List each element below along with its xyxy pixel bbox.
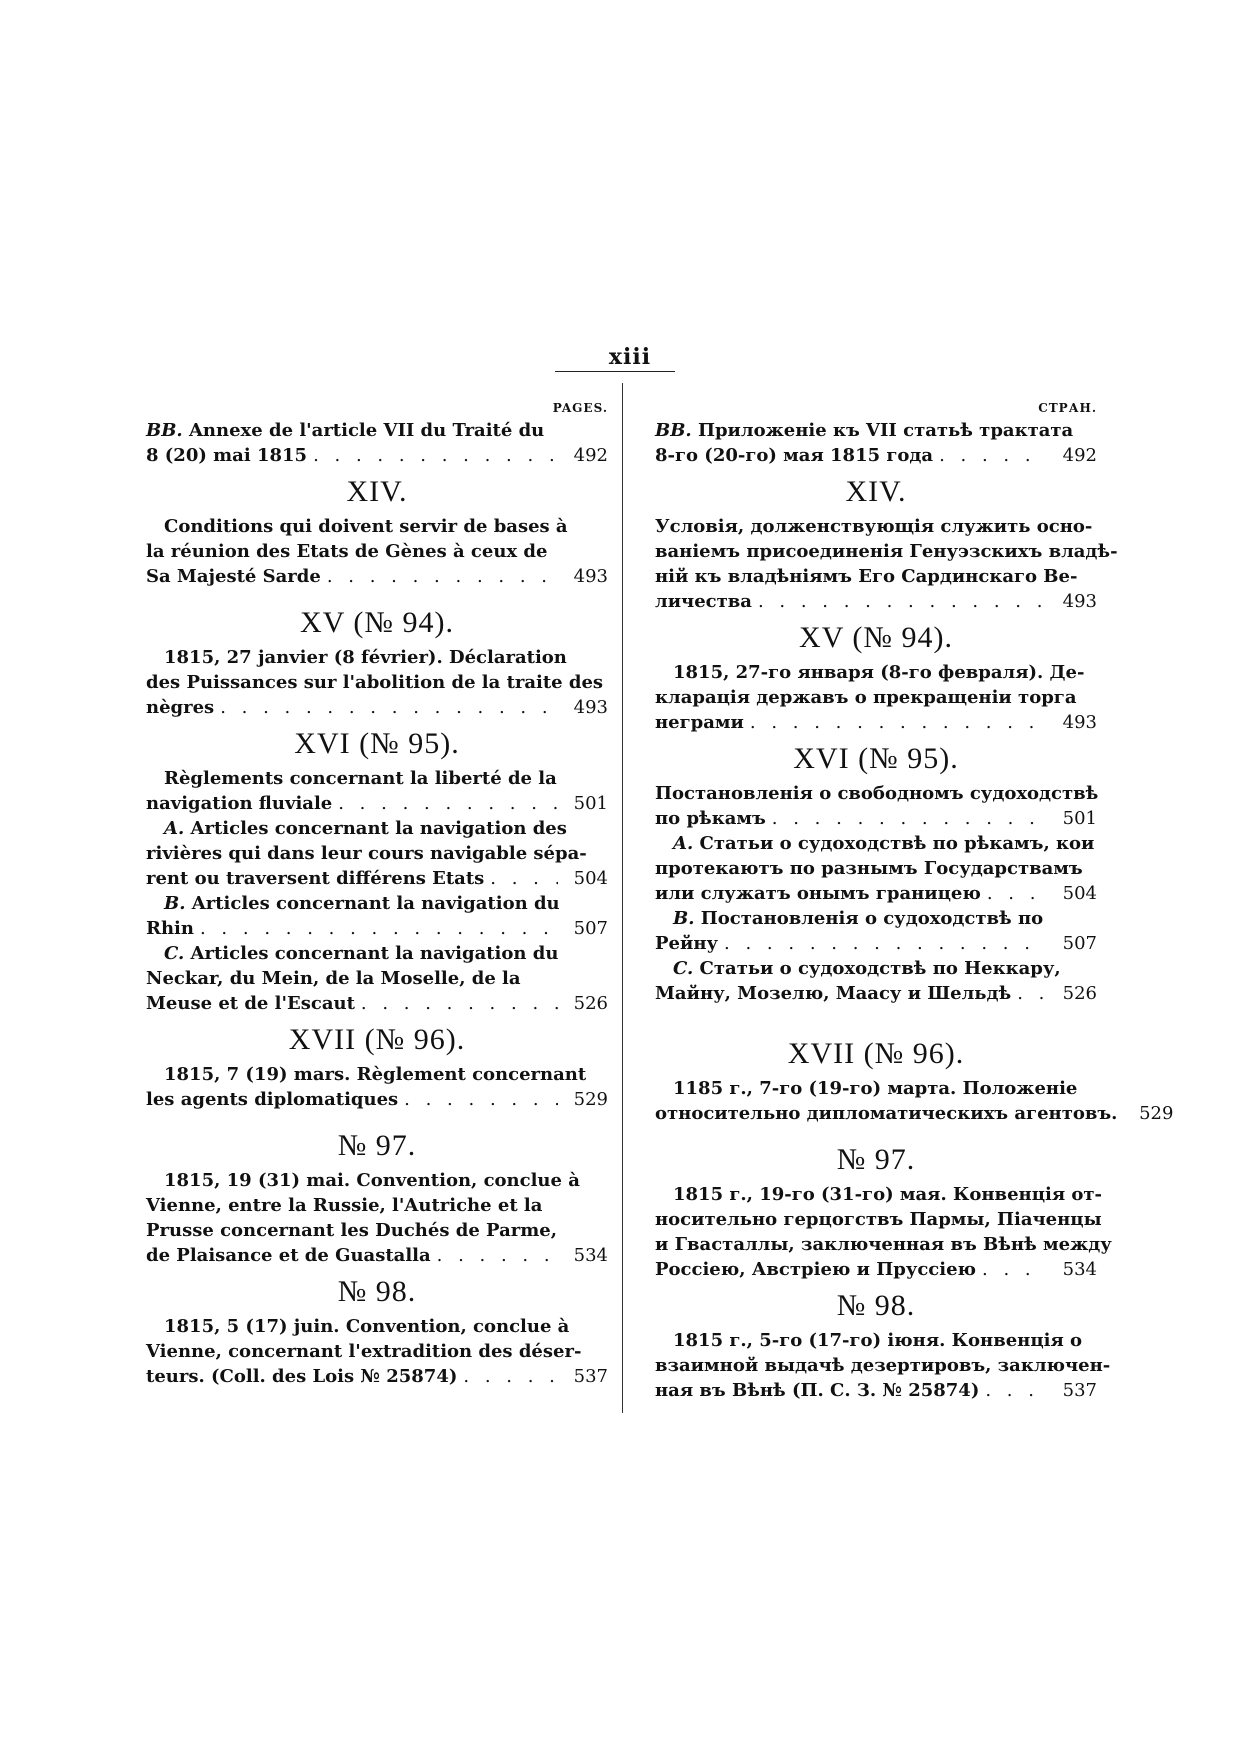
dot-leader [490, 866, 558, 891]
dot-leader [987, 881, 1047, 906]
entry-text: B. Articles concernant la navigation du [164, 893, 560, 914]
dot-leader [200, 916, 558, 941]
section-heading: № 98. [337, 1275, 417, 1308]
entry-text: les agents diplomatiques [146, 1089, 399, 1110]
dot-leader [772, 806, 1047, 831]
entry-text: rivières qui dans leur cours navigable sépa- [146, 843, 587, 864]
dot-leader [220, 695, 558, 720]
dot-leader [1017, 981, 1047, 1006]
entry-text: C. Articles concernant la navigation du [164, 943, 559, 964]
toc-line [655, 685, 1097, 710]
entry-text: nègres [146, 697, 215, 718]
section-heading: № 97. [836, 1143, 916, 1176]
toc-entry [146, 514, 608, 589]
toc-line [146, 695, 608, 720]
toc-entry [655, 1182, 1112, 1282]
entry-text: Neckar, du Mein, de la Moselle, de la [146, 968, 521, 989]
section-heading: XVI (№ 95). [793, 742, 959, 775]
dot-leader [985, 1378, 1047, 1403]
toc-entry [146, 1168, 608, 1268]
toc-line [655, 1101, 1174, 1126]
toc-line [146, 1339, 608, 1364]
page-ref: 526 [1062, 983, 1097, 1004]
toc-entry [146, 1062, 608, 1112]
dot-leader [982, 1257, 1047, 1282]
toc-line [146, 514, 608, 539]
page-ref: 507 [1062, 933, 1097, 954]
entry-text: C. Статьи о судоходствѣ по Неккару, [673, 958, 1061, 979]
section-heading: № 97. [337, 1129, 417, 1162]
section-heading: XIV. [346, 475, 408, 508]
page-ref: 526 [573, 993, 608, 1014]
page-ref: 537 [573, 1366, 608, 1387]
entry-text: по рѣкамъ [655, 808, 766, 829]
entry-text: кларація державъ о прекращеніи торга [655, 687, 1077, 708]
page-ref: 534 [573, 1245, 608, 1266]
entry-text: 1815 г., 19-го (31-го) мая. Конвенція от- [673, 1184, 1103, 1205]
entry-text: Sa Majesté Sarde [146, 566, 321, 587]
entry-text: Prusse concernant les Duchés de Parme, [146, 1220, 558, 1241]
page-ref: 501 [1062, 808, 1097, 829]
toc-line [655, 564, 1097, 589]
toc-line [146, 539, 608, 564]
toc-line [655, 906, 1097, 931]
page-ref: 492 [573, 445, 608, 466]
toc-line [146, 443, 608, 468]
entry-text: Conditions qui doivent servir de bases à [164, 516, 568, 537]
entry-text: Vienne, entre la Russie, l'Autriche et la [146, 1195, 543, 1216]
toc-line [146, 1062, 608, 1087]
entry-text: BB. Annexe de l'article VII du Traité du [146, 420, 545, 441]
dot-leader [327, 564, 558, 589]
entry-text: Règlements concernant la liberté de la [164, 768, 557, 789]
toc-entry [146, 645, 608, 720]
toc-line [146, 645, 608, 670]
dot-leader [313, 443, 558, 468]
toc-entry [655, 418, 1097, 468]
page-ref: 507 [573, 918, 608, 939]
entry-text: 1815, 5 (17) juin. Convention, conclue à [164, 1316, 570, 1337]
page-number: xiii [608, 344, 652, 370]
entry-text: 1185 г., 7-го (19-го) марта. Положеніе [673, 1078, 1078, 1099]
toc-entry [655, 1328, 1111, 1403]
toc-line [146, 418, 608, 443]
toc-line [146, 1087, 608, 1112]
dot-leader [437, 1243, 558, 1268]
pages-label: СТРАН. [1038, 401, 1097, 415]
toc-line [655, 981, 1097, 1006]
toc-line [146, 1193, 608, 1218]
page-ref: 501 [573, 793, 608, 814]
section-heading: XV (№ 94). [799, 621, 953, 654]
russian-column [655, 398, 1174, 1403]
toc-line [146, 941, 608, 966]
russian-toc [655, 418, 1174, 1403]
toc-line [655, 1182, 1103, 1207]
toc-entry [655, 781, 1097, 1006]
entry-text: 1815, 19 (31) mai. Convention, conclue à [164, 1170, 580, 1191]
section-heading: XIV. [845, 475, 907, 508]
toc-entry [146, 418, 608, 468]
entry-text: взаимной выдачѣ дезертировъ, заключен- [655, 1355, 1111, 1376]
dot-leader [463, 1364, 558, 1389]
entry-text: Рейну [655, 933, 719, 954]
toc-line [146, 791, 608, 816]
page-ref: 493 [1062, 712, 1097, 733]
entry-text: de Plaisance et de Guastalla [146, 1245, 431, 1266]
entry-text: 8-го (20-го) мая 1815 года [655, 445, 934, 466]
page-ref: 537 [1062, 1380, 1097, 1401]
entry-text: 1815 г., 5-го (17-го) іюня. Конвенція о [673, 1330, 1083, 1351]
toc-line [655, 931, 1097, 956]
toc-line [655, 1328, 1097, 1353]
entry-text: des Puissances sur l'abolition de la traite des [146, 672, 604, 693]
toc-line [655, 660, 1097, 685]
toc-line [655, 856, 1097, 881]
section-heading: XVII (№ 96). [288, 1023, 466, 1056]
entry-text: Постановленія о свободномъ судоходствѣ [655, 783, 1099, 804]
section-heading: XVII (№ 96). [787, 1037, 965, 1070]
toc-line [655, 1257, 1097, 1282]
entry-text: 1815, 7 (19) mars. Règlement concernant [164, 1064, 587, 1085]
toc-line [146, 966, 608, 991]
page-ref: 493 [573, 566, 608, 587]
toc-line [655, 781, 1097, 806]
toc-line [655, 881, 1097, 906]
entry-text: BB. Приложеніе къ VII статьѣ трактата [655, 420, 1074, 441]
entry-text: Условія, долженствующія служить осно- [655, 516, 1093, 537]
french-column [146, 398, 608, 1389]
entry-text: и Гвасталлы, заключенная въ Вѣнѣ между [655, 1234, 1112, 1255]
toc-line [146, 564, 608, 589]
toc-line [655, 443, 1097, 468]
toc-line [655, 589, 1097, 614]
page-ref: 492 [1062, 445, 1097, 466]
toc-line [655, 1076, 1097, 1101]
toc-line [146, 866, 608, 891]
entry-text: 1815, 27-го января (8-го февраля). Де- [673, 662, 1085, 683]
section-heading: XVI (№ 95). [294, 727, 460, 760]
section-heading: XV (№ 94). [300, 606, 454, 639]
toc-line [655, 956, 1097, 981]
toc-line [146, 816, 608, 841]
toc-line [146, 1364, 608, 1389]
toc-entry [146, 1314, 608, 1389]
entry-text: ваніемъ присоединенія Генуэзскихъ владѣ- [655, 541, 1118, 562]
entry-text: A. Articles concernant la navigation des [164, 818, 567, 839]
toc-line [146, 766, 608, 791]
entry-text: ній къ владѣніямъ Его Сардинскаго Ве- [655, 566, 1078, 587]
toc-line [146, 1243, 608, 1268]
toc-line [655, 1378, 1097, 1403]
entry-text: ная въ Вѣнѣ (П. С. З. № 25874) [655, 1380, 980, 1401]
toc-entry [146, 766, 608, 1016]
entry-text: navigation fluviale [146, 793, 333, 814]
entry-text: неграми [655, 712, 744, 733]
toc-line [146, 891, 608, 916]
toc-line [655, 514, 1097, 539]
dot-leader [338, 791, 558, 816]
toc-line [655, 418, 1097, 443]
entry-text: Vienne, concernant l'extradition des déser- [146, 1341, 582, 1362]
toc-line [655, 710, 1097, 735]
page-ref: 493 [1062, 591, 1097, 612]
entry-text: 8 (20) mai 1815 [146, 445, 308, 466]
page-ref: 504 [1062, 883, 1097, 904]
toc-line [146, 670, 608, 695]
page-ref: 529 [1139, 1103, 1174, 1124]
toc-line [146, 1218, 608, 1243]
entry-text: rent ou traversent différens Etats [146, 868, 485, 889]
pages-label: PAGES. [552, 401, 608, 415]
page-ref: 493 [573, 697, 608, 718]
entry-text: A. Статьи о судоходствѣ по рѣкамъ, кои [673, 833, 1095, 854]
page-ref: 529 [573, 1089, 608, 1110]
column-divider [622, 383, 623, 1413]
entry-text: 1815, 27 janvier (8 février). Déclaration [164, 647, 567, 668]
toc-entry [655, 660, 1097, 735]
dot-leader [404, 1087, 558, 1112]
entry-text: Rhin [146, 918, 194, 939]
dot-leader [750, 710, 1047, 735]
toc-entry [655, 514, 1118, 614]
toc-line [655, 1232, 1112, 1257]
entry-text: Майну, Мозелю, Маасу и Шельдѣ [655, 983, 1012, 1004]
toc-line [146, 1314, 608, 1339]
toc-line [146, 841, 608, 866]
page-ref: 504 [573, 868, 608, 889]
entry-text: относительно дипломатическихъ агентовъ. [655, 1103, 1118, 1124]
toc-line [655, 806, 1097, 831]
toc-line [146, 916, 608, 941]
entry-text: или служатъ онымъ границею [655, 883, 981, 904]
entry-text: la réunion des Etats de Gènes à ceux de [146, 541, 548, 562]
dot-leader [758, 589, 1047, 614]
dot-leader [939, 443, 1047, 468]
toc-line [146, 991, 608, 1016]
page-ref: 534 [1062, 1259, 1097, 1280]
entry-text: носительно герцогствъ Пармы, Піаченцы [655, 1209, 1102, 1230]
entry-text: протекаютъ по разнымъ Государствамъ [655, 858, 1083, 879]
toc-line [146, 1168, 608, 1193]
toc-entry [655, 1076, 1174, 1126]
page-number-rule [555, 371, 675, 372]
toc-line [655, 1207, 1102, 1232]
entry-text: личества [655, 591, 752, 612]
entry-text: Meuse et de l'Escaut [146, 993, 355, 1014]
toc-line [655, 831, 1097, 856]
section-heading: № 98. [836, 1289, 916, 1322]
dot-leader [361, 991, 558, 1016]
dot-leader [724, 931, 1047, 956]
toc-line [655, 1353, 1111, 1378]
entry-text: B. Постановленія о судоходствѣ по [673, 908, 1044, 929]
toc-line [655, 539, 1118, 564]
entry-text: Россіею, Австріею и Пруссіею [655, 1259, 977, 1280]
entry-text: teurs. (Coll. des Lois № 25874) [146, 1366, 458, 1387]
french-toc [146, 418, 608, 1389]
